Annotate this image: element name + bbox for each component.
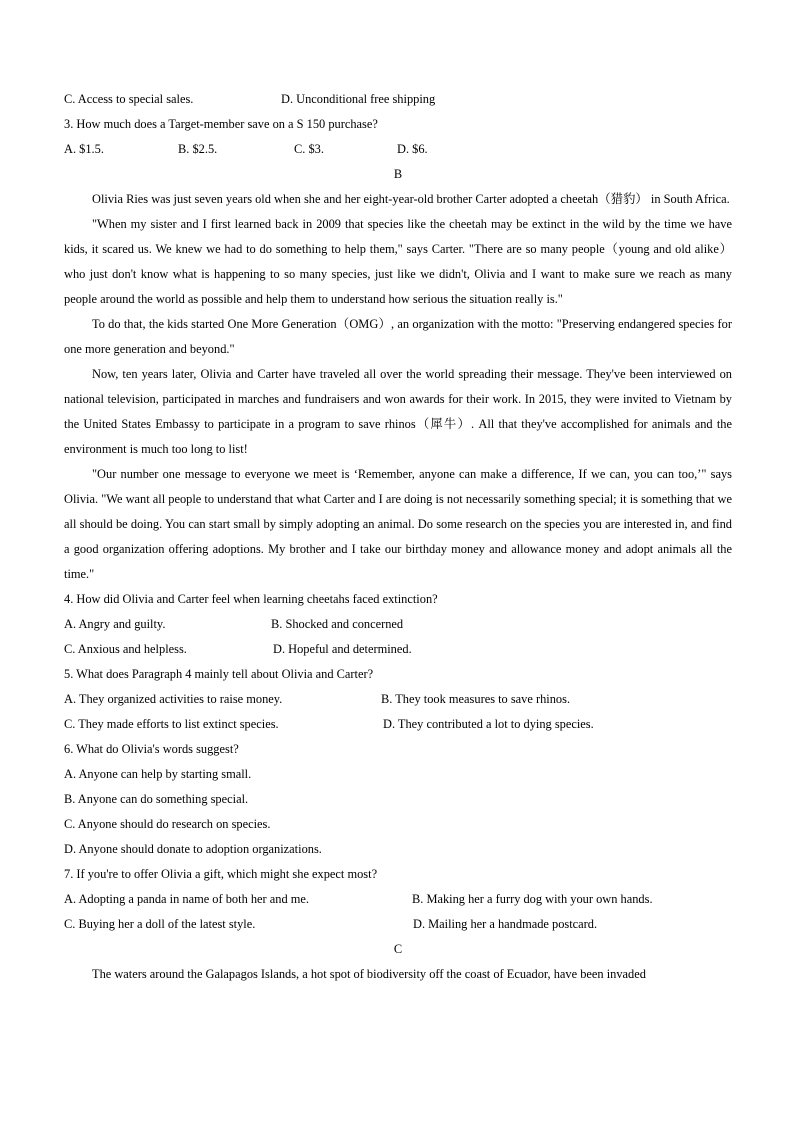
q5-options-row-2 — [64, 712, 732, 737]
q4-option-a: A. Angry and guilty. — [64, 617, 166, 631]
q5-option-d: D. They contributed a lot to dying species. — [383, 717, 594, 731]
q4-options-row-2 — [64, 637, 732, 662]
q5-option-b: B. They took measures to save rhinos. — [381, 692, 571, 706]
section-b-paragraph-2: "When my sister and I first learned back in 2009 that species like the cheetah may be extinct in the wild by the time we have kids, it scared us. We knew we had to do something to help them," says Carter. "There are so many people（young and old alike）who just don't know what is happening to so many species, just like we didn't, Olivia and I want to make sure we reach as many people around the world as possible and help them to understand how serious the situation really is." — [64, 217, 732, 306]
q7-options-row-2 — [64, 912, 732, 937]
q5-question: 5. What does Paragraph 4 mainly tell about Olivia and Carter? — [64, 667, 374, 681]
section-b-paragraph-5: "Our number one message to everyone we meet is ‘Remember, anyone can make a difference, If we can, you can too,’" says Olivia. "We want all people to understand that what Carter and I are doing is not necessarily something special; it is something that we all should be doing. You can start small by simply adopting an animal. Do some research on the species you are interested in, and find a good organization offering adoptions. My brother and I take our birthday money and allowance money and adopt animals all the time." — [64, 467, 732, 581]
section-b-paragraph-1: Olivia Ries was just seven years old when she and her eight-year-old brother Carter adopted a cheetah（猎豹） in South Africa. — [92, 192, 730, 206]
q7-option-c: C. Buying her a doll of the latest style. — [64, 917, 256, 931]
section-b-paragraph-3: To do that, the kids started One More Generation（OMG）, an organization with the motto: "Preserving endangered species for one more generation and beyond." — [64, 317, 732, 356]
q2-option-c: C. Access to special sales. — [64, 92, 194, 106]
q2-options-row — [64, 87, 732, 112]
exam-page — [64, 87, 732, 987]
q7-option-d: D. Mailing her a handmade postcard. — [413, 917, 598, 931]
section-b-heading: B — [393, 167, 403, 181]
q5-option-c: C. They made efforts to list extinct species. — [64, 717, 279, 731]
q6-question: 6. What do Olivia's words suggest? — [64, 742, 239, 756]
q4-options-row-1 — [64, 612, 732, 637]
q5-option-a: A. They organized activities to raise money. — [64, 692, 283, 706]
q3-options-row — [64, 137, 732, 162]
q3-option-d: D. $6. — [397, 142, 428, 156]
q6-option-c: C. Anyone should do research on species. — [64, 817, 271, 831]
q7-question: 7. If you're to offer Olivia a gift, which might she expect most? — [64, 867, 378, 881]
q6-option-a: A. Anyone can help by starting small. — [64, 767, 252, 781]
q5-options-row-1 — [64, 687, 732, 712]
q6-option-b: B. Anyone can do something special. — [64, 792, 249, 806]
q3-option-c: C. $3. — [294, 142, 324, 156]
q3-option-b: B. $2.5. — [178, 142, 218, 156]
q6-option-d: D. Anyone should donate to adoption organizations. — [64, 842, 322, 856]
q7-option-b: B. Making her a furry dog with your own hands. — [412, 892, 653, 906]
q7-options-row-1 — [64, 887, 732, 912]
section-c-heading: C — [393, 942, 403, 956]
q2-option-d: D. Unconditional free shipping — [281, 92, 436, 106]
q3-question: 3. How much does a Target-member save on a S 150 purchase? — [64, 117, 378, 131]
q7-option-a: A. Adopting a panda in name of both her and me. — [64, 892, 309, 906]
q4-option-d: D. Hopeful and determined. — [273, 642, 412, 656]
section-c-paragraph-1: The waters around the Galapagos Islands, a hot spot of biodiversity off the coast of Ecuador, have been invaded — [92, 967, 646, 981]
q4-option-c: C. Anxious and helpless. — [64, 642, 187, 656]
q4-question: 4. How did Olivia and Carter feel when learning cheetahs faced extinction? — [64, 592, 438, 606]
q4-option-b: B. Shocked and concerned — [271, 617, 404, 631]
q3-option-a: A. $1.5. — [64, 142, 104, 156]
section-b-paragraph-4: Now, ten years later, Olivia and Carter have traveled all over the world spreading their message. They've been interviewed on national television, participated in marches and fundraisers and won awards for their work. In 2015, they were invited to Vietnam by the United States Embassy to participate in a program to save rhinos（犀牛）. All that they've accomplished for animals and the environment is much too long to list! — [64, 367, 732, 456]
